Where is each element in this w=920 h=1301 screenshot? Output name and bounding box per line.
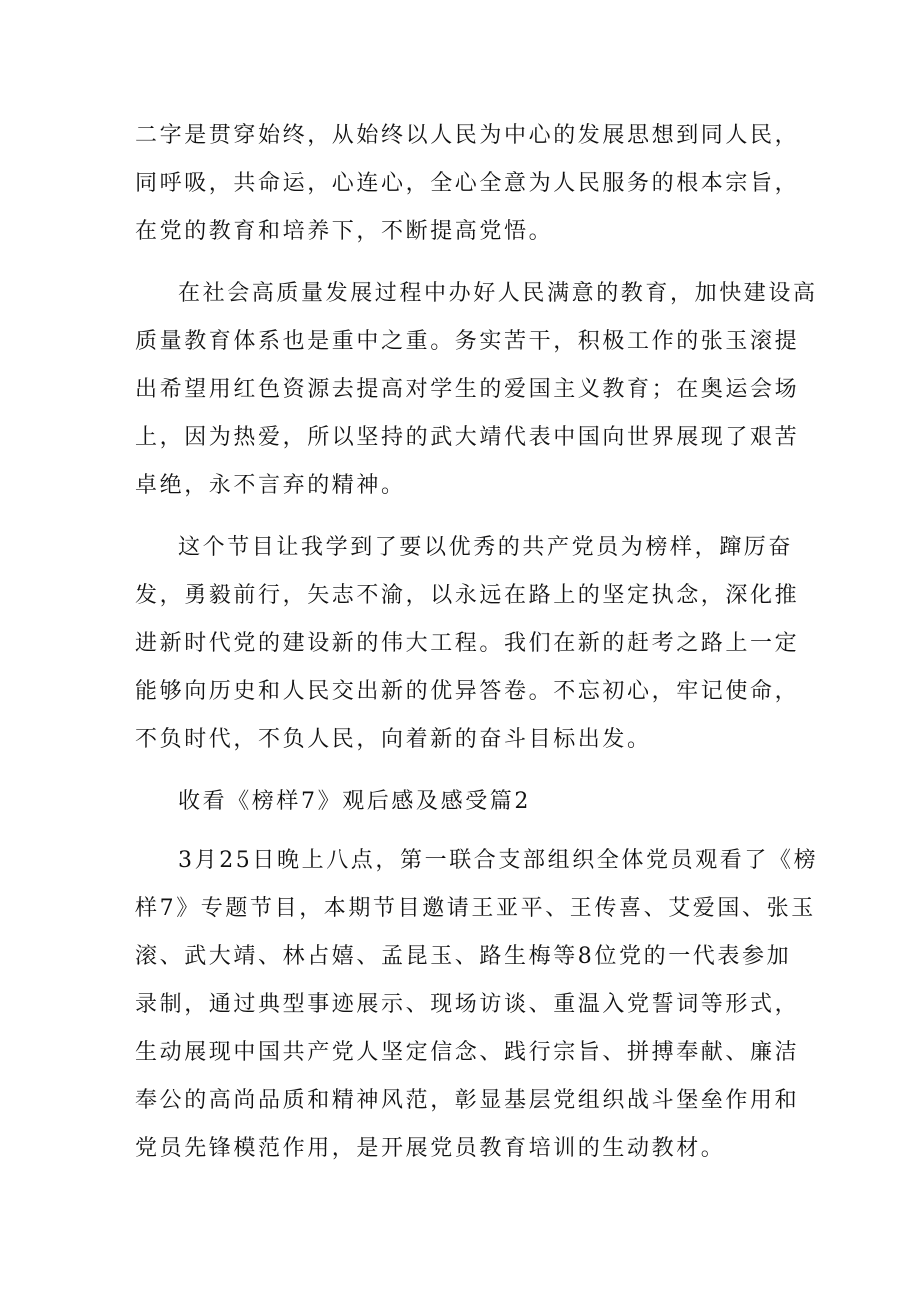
text-line: 发，勇毅前行，矢志不渝，以永远在路上的坚定执念，深化推 xyxy=(135,583,800,608)
text-line: 不负时代，不负人民，向着新的奋斗目标出发。 xyxy=(135,727,652,752)
text-line: 3月25日晚上八点，第一联合支部组织全体党员观看了《榜 xyxy=(178,848,819,873)
text-line: 质量教育体系也是重中之重。务实苦干，积极工作的张玉滚提 xyxy=(135,329,800,354)
text-line: 卓绝，永不言弃的精神。 xyxy=(135,473,406,498)
document-body xyxy=(135,112,819,1173)
text-line: 奉公的高尚品质和精神风范，彰显基层党组织战斗堡垒作用和 xyxy=(135,1088,800,1113)
text-line: 在党的教育和培养下，不断提高党悟。 xyxy=(135,219,554,244)
text-line: 同呼吸，共命运，心连心，全心全意为人民服务的根本宗旨， xyxy=(135,171,800,196)
text-line: 样7》专题节目，本期节目邀请王亚平、王传喜、艾爱国、张玉 xyxy=(135,896,816,921)
text-line: 这个节目让我学到了要以优秀的共产党员为榜样，蹿厉奋 xyxy=(178,535,794,560)
paragraph xyxy=(135,837,819,1173)
text-line: 能够向历史和人民交出新的优异答卷。不忘初心，牢记使命， xyxy=(135,679,800,704)
text-line: 录制，通过典型事迹展示、现场访谈、重温入党誓词等形式， xyxy=(135,992,800,1017)
text-line: 二字是贯穿始终，从始终以人民为中心的发展思想到同人民， xyxy=(135,123,800,148)
paragraph xyxy=(135,270,818,510)
text-line: 上，因为热爱，所以坚持的武大靖代表中国向世界展现了艰苦 xyxy=(135,425,800,450)
text-line: 党员先锋模范作用，是开展党员教育培训的生动教材。 xyxy=(135,1136,726,1161)
text-line: 生动展现中国共产党人坚定信念、践行宗旨、拼搏奉献、廉洁 xyxy=(135,1040,800,1065)
section-heading xyxy=(135,778,785,826)
text-line: 进新时代党的建设新的伟大工程。我们在新的赶考之路上一定 xyxy=(135,631,800,656)
paragraph xyxy=(135,524,800,764)
paragraph xyxy=(135,112,800,256)
text-line: 滚、武大靖、林占嬉、孟昆玉、路生梅等8位党的一代表参加 xyxy=(135,944,792,969)
heading-line: 收看《榜样7》观后感及感受篇2 xyxy=(178,789,531,814)
text-line: 在社会高质量发展过程中办好人民满意的教育，加快建设高 xyxy=(178,281,818,306)
text-line: 出希望用红色资源去提高对学生的爱国主义教育；在奥运会场 xyxy=(135,377,800,402)
